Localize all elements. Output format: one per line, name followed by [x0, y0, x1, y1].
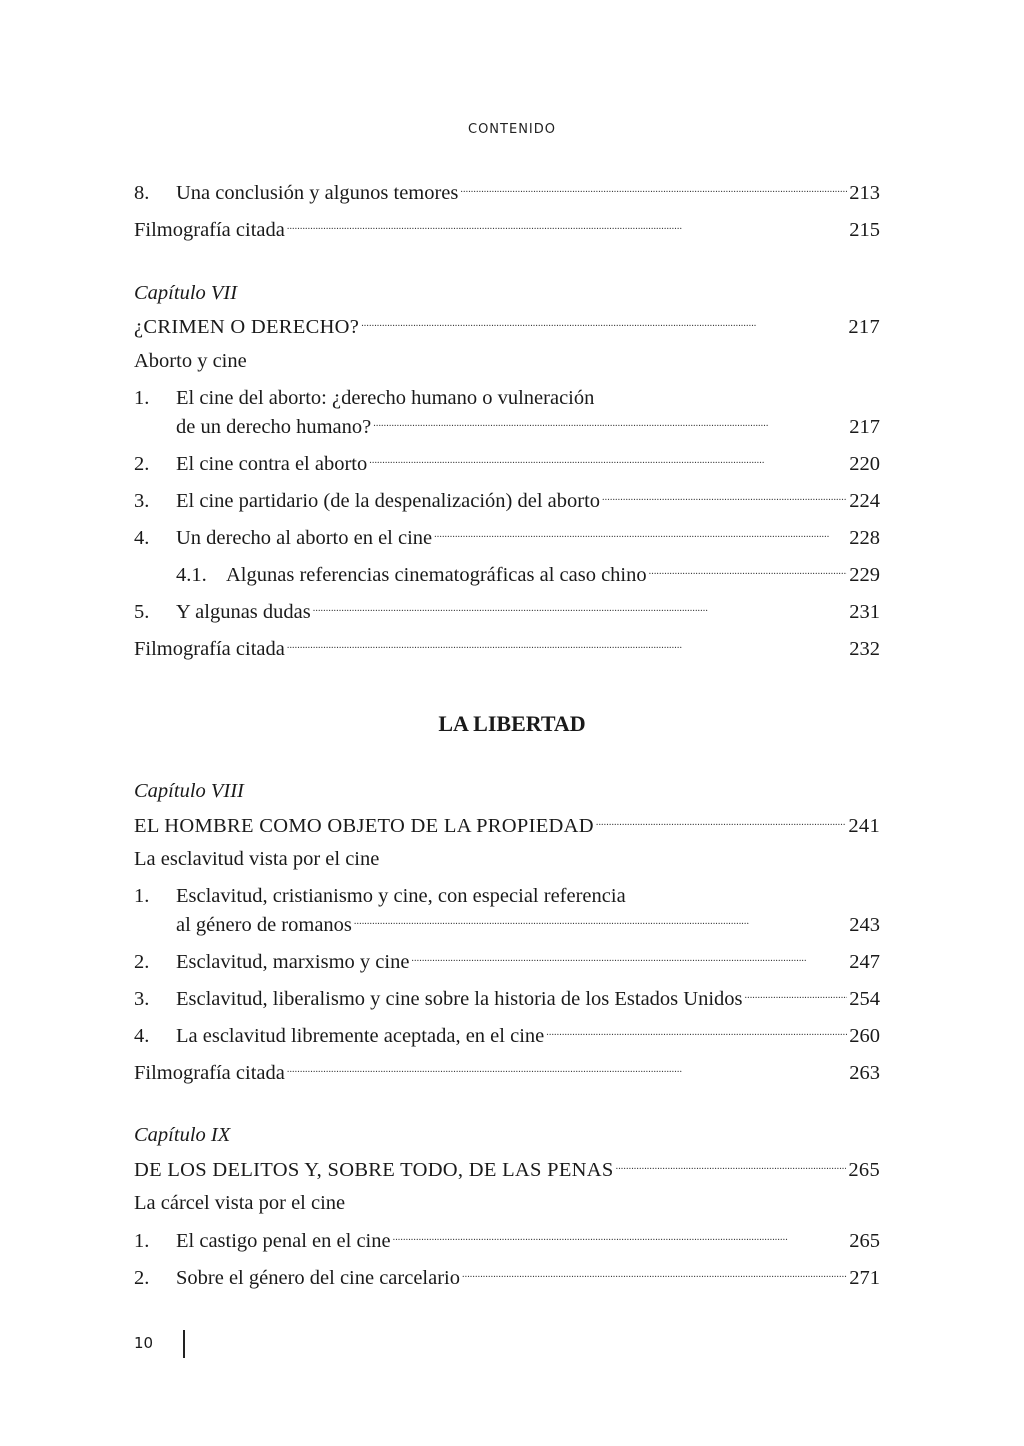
toc-entry[interactable] — [134, 1059, 880, 1085]
entry-page: 260 — [849, 1025, 880, 1047]
entry-page: 220 — [849, 453, 880, 475]
toc-entry[interactable] — [134, 216, 880, 242]
chapter-title[interactable] — [134, 313, 880, 339]
entry-title: Sobre el género del cine carcelario — [176, 1267, 460, 1289]
entry-title: al género de romanos — [176, 914, 352, 936]
section-title: LA LIBERTAD — [438, 711, 586, 736]
dot-leader — [354, 911, 847, 931]
entry-page: 215 — [849, 219, 880, 241]
entry-page: 232 — [849, 638, 880, 660]
entry-number: 8. — [134, 182, 150, 204]
toc-entry[interactable] — [134, 598, 880, 624]
dot-leader — [745, 985, 848, 1005]
entry-number: 2. — [134, 453, 150, 475]
chapter-page: 241 — [848, 815, 880, 837]
entry-title: La esclavitud libremente aceptada, en el cine — [176, 1025, 545, 1047]
entry-page: 265 — [849, 1230, 880, 1252]
dot-leader — [411, 948, 847, 968]
entry-title: de un derecho humano? — [176, 416, 372, 438]
entry-page: 254 — [849, 988, 880, 1010]
dot-leader — [369, 450, 847, 470]
folio-rule — [183, 1330, 185, 1358]
chapter-title[interactable] — [134, 1156, 880, 1182]
toc-entry[interactable] — [134, 1022, 880, 1048]
entry-page: 224 — [849, 490, 880, 512]
toc-entry[interactable] — [134, 635, 880, 661]
dot-leader — [596, 812, 846, 832]
entry-title: Filmografía citada — [134, 219, 285, 241]
entry-title: Y algunas dudas — [176, 601, 311, 623]
dot-leader — [434, 524, 847, 544]
entry-number: 2. — [134, 1267, 150, 1289]
toc-entry[interactable] — [134, 1264, 880, 1290]
toc-entry[interactable] — [176, 413, 880, 439]
entry-page: 229 — [849, 564, 880, 586]
dot-leader — [373, 413, 847, 433]
chapter-subtitle: Aborto y cine — [134, 350, 247, 372]
entry-title: El cine contra el aborto — [176, 453, 368, 475]
chapter-label: Capítulo VIII — [134, 780, 244, 802]
toc-subentry[interactable] — [176, 561, 880, 587]
entry-title: Esclavitud, liberalismo y cine sobre la historia de los Estados Unidos — [176, 988, 743, 1010]
entry-number: 4. — [134, 527, 150, 549]
toc-entry[interactable] — [134, 179, 880, 205]
toc-entry[interactable] — [134, 524, 880, 550]
chapter-page: 217 — [848, 316, 880, 338]
dot-leader — [287, 635, 847, 655]
chapter-subtitle: La cárcel vista por el cine — [134, 1192, 346, 1214]
entry-number: 1. — [134, 885, 150, 907]
dot-leader — [361, 313, 846, 333]
running-head: CONTENIDO — [468, 122, 556, 137]
toc-entry[interactable] — [134, 948, 880, 974]
toc-entry-line1 — [134, 385, 880, 411]
entry-number: 4. — [134, 1025, 150, 1047]
entry-page: 217 — [849, 416, 880, 438]
entry-title: Filmografía citada — [134, 638, 285, 660]
chapter-title-text: ¿CRIMEN O DERECHO? — [134, 316, 360, 338]
chapter-title-text: EL HOMBRE COMO OBJETO DE LA PROPIEDAD — [134, 815, 594, 837]
entry-number: 3. — [134, 490, 150, 512]
chapter-label: Capítulo VII — [134, 282, 238, 304]
entry-number: 1. — [134, 1230, 150, 1252]
toc-entry[interactable] — [134, 450, 880, 476]
entry-page: 231 — [849, 601, 880, 623]
dot-leader — [460, 179, 847, 199]
entry-title: Un derecho al aborto en el cine — [176, 527, 433, 549]
entry-page: 247 — [849, 951, 880, 973]
entry-title: El cine partidario (de la despenalización) del aborto — [176, 490, 601, 512]
dot-leader — [287, 1059, 847, 1079]
entry-title: Una conclusión y algunos temores — [176, 182, 459, 204]
entry-page: 271 — [849, 1267, 880, 1289]
dot-leader — [313, 598, 848, 618]
entry-title-line1: El cine del aborto: ¿derecho humano o vulneración — [176, 387, 595, 409]
toc-entry[interactable] — [134, 1227, 880, 1253]
entry-page: 243 — [849, 914, 880, 936]
entry-page: 228 — [849, 527, 880, 549]
toc-entry-line1 — [134, 883, 880, 909]
entry-number: 4.1. — [176, 564, 207, 586]
entry-number: 1. — [134, 387, 150, 409]
entry-title: El castigo penal en el cine — [176, 1230, 391, 1252]
dot-leader — [602, 487, 847, 507]
entry-number: 3. — [134, 988, 150, 1010]
entry-page: 213 — [849, 182, 880, 204]
dot-leader — [546, 1022, 847, 1042]
entry-title: Filmografía citada — [134, 1062, 285, 1084]
chapter-page: 265 — [848, 1159, 880, 1181]
dot-leader — [287, 216, 847, 236]
chapter-title[interactable] — [134, 812, 880, 838]
page-number: 10 — [134, 1334, 154, 1352]
entry-title-line1: Esclavitud, cristianismo y cine, con especial referencia — [176, 885, 626, 907]
entry-title: Algunas referencias cinematográficas al caso chino — [226, 564, 647, 586]
toc-entry[interactable] — [176, 911, 880, 937]
dot-leader — [393, 1227, 848, 1247]
chapter-title-text: DE LOS DELITOS Y, SOBRE TODO, DE LAS PENAS — [134, 1159, 614, 1181]
entry-page: 263 — [849, 1062, 880, 1084]
toc-entry[interactable] — [134, 487, 880, 513]
dot-leader — [649, 561, 848, 581]
dot-leader — [462, 1264, 847, 1284]
entry-number: 5. — [134, 601, 150, 623]
entry-number: 2. — [134, 951, 150, 973]
chapter-subtitle: La esclavitud vista por el cine — [134, 848, 380, 870]
chapter-label: Capítulo IX — [134, 1124, 231, 1146]
entry-title: Esclavitud, marxismo y cine — [176, 951, 410, 973]
toc-entry[interactable] — [134, 985, 880, 1011]
dot-leader — [616, 1156, 847, 1176]
